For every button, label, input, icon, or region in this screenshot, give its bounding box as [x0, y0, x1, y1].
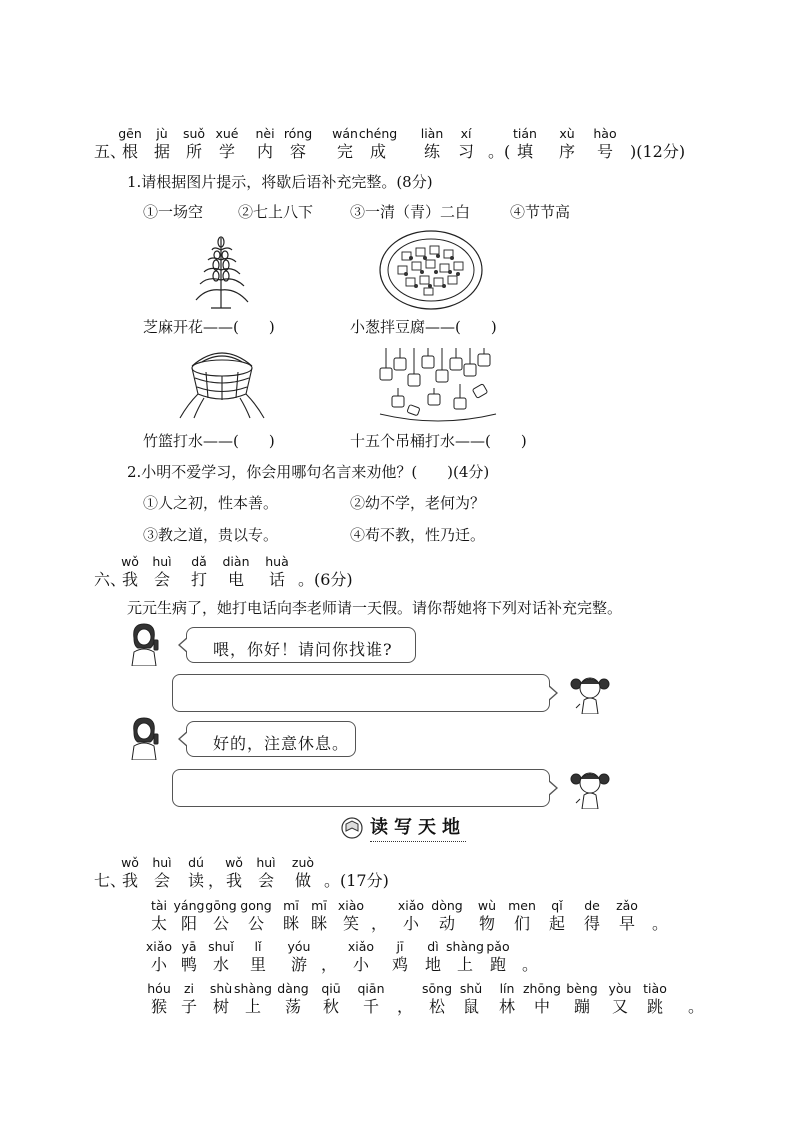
dialog-text-1: 喂，你好！请问你找谁? [213, 640, 393, 659]
pinyin: zi [183, 981, 195, 996]
pinyin: pǎo [486, 939, 510, 954]
hanzi: 打 [190, 570, 207, 589]
pinyin: gēn [118, 126, 142, 141]
pinyin: xiǎo [397, 898, 425, 913]
hanzi: 我 [121, 871, 138, 890]
q2-option-4: ④苟不教，性乃迁。 [350, 526, 486, 544]
girl-avatar [568, 674, 612, 714]
pinyin: wǒ [225, 855, 243, 870]
q2-title: 2.小明不爱学习，你会用哪句名言来劝他？( )(4分) [127, 463, 490, 481]
q1-option-1: ①一场空 [143, 203, 204, 221]
hanzi: 根 [121, 142, 138, 161]
bamboo-basket-illustration [176, 346, 268, 420]
hanzi: 读 [187, 871, 204, 890]
pinyin: liàn [420, 126, 444, 141]
pinyin: nèi [255, 126, 275, 141]
dialog-bubble-teacher-1 [186, 627, 416, 663]
hanzi: 跑 [489, 955, 506, 974]
pinyin-char [640, 898, 680, 934]
hanzi: 练 [423, 142, 440, 161]
hanzi: 得 [583, 914, 600, 933]
section5-title-tail-a: 。( [488, 142, 511, 161]
q1-item-4: 十五个吊桶打水——( ) [350, 432, 527, 450]
hanzi: 内 [256, 142, 273, 161]
hanzi: 做 [294, 871, 311, 890]
hanzi: 游 [290, 955, 307, 974]
pinyin: wǒ [121, 855, 139, 870]
pinyin: gōng [205, 898, 237, 913]
teacher-avatar [124, 716, 164, 760]
pinyin: tiào [643, 981, 667, 996]
hanzi: 我 [121, 570, 138, 589]
pinyin: jī [396, 939, 404, 954]
q1-option-4: ④节节高 [510, 203, 571, 221]
pinyin: dòng [431, 898, 463, 913]
hanzi: 据 [153, 142, 170, 161]
pinyin: shàng [446, 939, 484, 954]
hanzi: 号 [596, 142, 613, 161]
hanzi: 们 [513, 914, 530, 933]
hanzi: 松 [428, 997, 445, 1016]
dialog-answer-box-2[interactable] [172, 769, 550, 807]
hanzi: 子 [180, 997, 197, 1016]
pinyin: dú [188, 855, 204, 870]
hanzi: 话 [268, 570, 285, 589]
hanzi: 猴 [150, 997, 167, 1016]
pinyin: huì [152, 855, 172, 870]
hanzi: 会 [153, 570, 170, 589]
pinyin: de [584, 898, 600, 913]
girl-avatar [568, 769, 612, 809]
pinyin: lín [499, 981, 515, 996]
hanzi: 水 [212, 955, 229, 974]
pinyin: jù [156, 126, 168, 141]
hanzi: 眯 [282, 914, 299, 933]
pinyin: hào [593, 126, 617, 141]
hanzi: 学 [218, 142, 235, 161]
teacher-avatar [124, 622, 164, 666]
pinyin: zuò [291, 855, 315, 870]
pinyin: tài [150, 898, 168, 913]
pinyin: chéng [358, 126, 398, 141]
dialog-text-3: 好的，注意休息。 [213, 734, 350, 753]
hanzi: 太 [150, 914, 167, 933]
hanzi: 。 [651, 914, 668, 933]
hanzi: 。 [521, 955, 538, 974]
hanzi: 又 [611, 997, 628, 1016]
section7-title-part2 [0, 855, 794, 895]
hanzi: 小 [402, 914, 419, 933]
hanzi: 。 [687, 997, 704, 1016]
pinyin: qiū [321, 981, 341, 996]
pinyin: dǎ [191, 554, 207, 569]
hanzi: 阳 [180, 914, 197, 933]
hanzi: 鸡 [391, 955, 408, 974]
hanzi: 填 [516, 142, 533, 161]
pinyin: xiào [337, 898, 365, 913]
hanzi: 荡 [284, 997, 301, 1016]
hanzi: 千 [362, 997, 379, 1016]
pinyin: diàn [222, 554, 250, 569]
pinyin: xiǎo [347, 939, 375, 954]
pinyin-char [283, 855, 323, 891]
hanzi: 树 [212, 997, 229, 1016]
q2-option-1: ①人之初，性本善。 [143, 494, 279, 512]
hanzi: 成 [369, 142, 386, 161]
section5-prefix: 五、 [94, 142, 127, 161]
hanzi: 鸭 [180, 955, 197, 974]
tofu-bowl-illustration [378, 228, 484, 312]
q1-option-2: ②七上八下 [238, 203, 314, 221]
pinyin: gong [240, 898, 272, 913]
q1-item-1: 芝麻开花——( ) [143, 318, 275, 336]
hanzi: 电 [227, 570, 244, 589]
section5-title-tail-b: )(12分) [630, 142, 686, 161]
dialog-bubble-teacher-2 [186, 721, 356, 757]
q1-item-2: 小葱拌豆腐——( ) [350, 318, 497, 336]
pinyin: dàng [277, 981, 309, 996]
section6-prefix: 六、 [94, 570, 127, 589]
hanzi: 眯 [310, 914, 327, 933]
pinyin [666, 981, 726, 997]
section7-comma: ， [208, 871, 225, 890]
pinyin: yóu [287, 939, 311, 954]
pinyin: qiān [357, 981, 385, 996]
hanzi: 序 [558, 142, 575, 161]
section-banner: 读写天地 [370, 816, 466, 842]
pinyin: shǔ [459, 981, 483, 996]
pinyin: wán [332, 126, 358, 141]
book-icon [340, 816, 364, 840]
pinyin-char [676, 981, 716, 1017]
pinyin-char [257, 554, 297, 590]
section7-title-tail: 。(17分) [324, 871, 389, 890]
pinyin: huà [265, 554, 289, 569]
pinyin: men [508, 898, 536, 913]
hanzi: ， [370, 914, 387, 933]
hanzi: 中 [533, 997, 550, 1016]
hanzi: 蹦 [573, 997, 590, 1016]
pinyin: shuǐ [208, 939, 234, 954]
dialog-answer-box-1[interactable] [172, 674, 550, 712]
hanzi: 我 [225, 871, 242, 890]
hanzi: 会 [257, 871, 274, 890]
pinyin: wù [477, 898, 497, 913]
section6-intro: 元元生病了，她打电话向李老师请一天假。请你帮她将下列对话补充完整。 [127, 599, 623, 617]
pinyin-char [510, 939, 550, 975]
reading-line-1 [0, 898, 794, 938]
pinyin: suǒ [182, 126, 206, 141]
pinyin: shù [209, 981, 233, 996]
pinyin: lǐ [254, 939, 262, 954]
hanzi: ， [320, 955, 337, 974]
pinyin: zǎo [616, 898, 638, 913]
hanzi: 完 [336, 142, 353, 161]
section6-title-tail: 。(6分) [298, 570, 353, 589]
pinyin: xí [460, 126, 472, 141]
q1-option-3: ③一清（青）二白 [350, 203, 471, 221]
hanzi: 起 [548, 914, 565, 933]
pinyin: hóu [147, 981, 171, 996]
sesame-plant-illustration [186, 230, 256, 310]
pinyin: róng [283, 126, 313, 141]
pinyin [500, 939, 560, 955]
pinyin: huì [152, 554, 172, 569]
hanzi: 鼠 [462, 997, 479, 1016]
hanzi: 小 [150, 955, 167, 974]
hanzi: 里 [249, 955, 266, 974]
buckets-illustration [378, 344, 498, 424]
pinyin: tián [513, 126, 537, 141]
pinyin: xù [559, 126, 575, 141]
hanzi: ， [396, 997, 413, 1016]
pinyin: yòu [608, 981, 632, 996]
hanzi: 跳 [646, 997, 663, 1016]
hanzi: 动 [438, 914, 455, 933]
hanzi: 会 [153, 871, 170, 890]
pinyin: wǒ [121, 554, 139, 569]
pinyin: shàng [234, 981, 272, 996]
hanzi: 地 [424, 955, 441, 974]
hanzi: 物 [478, 914, 495, 933]
pinyin: dì [427, 939, 439, 954]
pinyin: bèng [566, 981, 598, 996]
hanzi: 笑 [342, 914, 359, 933]
hanzi: 容 [289, 142, 306, 161]
hanzi: 习 [457, 142, 474, 161]
section6-title [0, 554, 794, 594]
pinyin: sōng [421, 981, 453, 996]
hanzi: 小 [352, 955, 369, 974]
q2-option-2: ②幼不学，老何为？ [350, 494, 486, 512]
hanzi: 上 [456, 955, 473, 974]
pinyin [630, 898, 690, 914]
pinyin: yā [181, 939, 197, 954]
pinyin-char [585, 126, 625, 162]
hanzi: 公 [212, 914, 229, 933]
pinyin: xué [215, 126, 239, 141]
pinyin: mī [311, 898, 327, 913]
q2-option-3: ③教之道，贵以专。 [143, 526, 279, 544]
pinyin: qǐ [551, 898, 563, 913]
section7-prefix: 七、 [94, 871, 127, 890]
hanzi: 林 [498, 997, 515, 1016]
hanzi: 秋 [322, 997, 339, 1016]
hanzi: 上 [244, 997, 261, 1016]
pinyin: zhōng [523, 981, 561, 996]
pinyin: huì [256, 855, 276, 870]
hanzi: 公 [247, 914, 264, 933]
reading-line-3 [0, 981, 794, 1021]
pinyin: mī [283, 898, 299, 913]
pinyin: xiǎo [145, 939, 173, 954]
hanzi: 所 [185, 142, 202, 161]
q1-title: 1.请根据图片提示，将歇后语补充完整。(8分) [127, 173, 433, 191]
hanzi: 早 [618, 914, 635, 933]
pinyin: yáng [173, 898, 205, 913]
q1-item-3: 竹篮打水——( ) [143, 432, 275, 450]
reading-line-2 [0, 939, 794, 979]
